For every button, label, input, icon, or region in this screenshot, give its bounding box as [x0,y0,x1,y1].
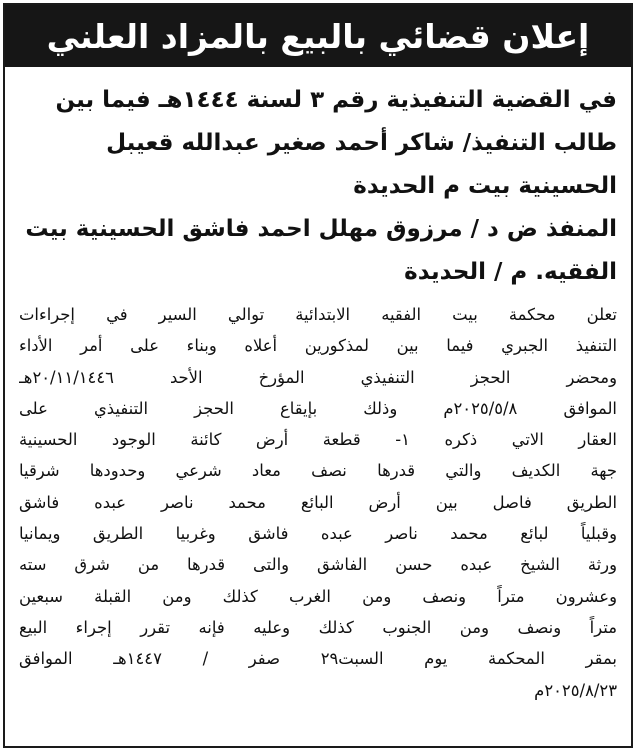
header-line: طالب التنفيذ/ شاكر أحمد صغير عبدالله قعيبل [106,130,617,156]
body-line: الموافق ٢٠٢٥/٥/٨م وذلك بإيقاع الحجز التنفيذي على [19,398,617,418]
body-line: ٢٠٢٥/٨/٢٣م [534,680,617,700]
body-line: الطريق فاصل بين أرض البائع محمد ناصر عبده فاشق [19,492,617,512]
notice-frame [3,3,633,748]
body-line: تعلن محكمة بيت الفقيه الابتدائية توالي السير في إجراءات [19,305,617,324]
body-line: وعشرون متراً ونصف ومن الغرب كذلك ومن القبلة سبعين [19,586,617,606]
header-line: المنفذ ض د / مرزوق مهلل احمد فاشق الحسينية بيت [25,216,617,242]
case-header [19,79,617,294]
notice-body [19,299,617,706]
body-line: متراً ونصف ومن الجنوب كذلك وعليه فإنه تقرر إجراء البيع [19,617,617,637]
body-line: التنفيذ الجبري فيما بين لمذكورين أعلاه وبناء على أمر الأداء [19,336,617,356]
header-line: الحسينية بيت م الحديدة [353,173,617,199]
header-line: في القضية التنفيذية رقم ٣ لسنة ١٤٤٤هـ فيما بين [55,87,617,113]
body-line: ورثة الشيخ عبده حسن الفاشق والتى قدرها من شرق سته [19,555,617,575]
notice-title: إعلان قضائي بالبيع بالمزاد العلني [5,5,631,67]
body-line: وقبلياً لبائع محمد ناصر عبده فاشق وغربيا الطريق ويمانيا [19,524,617,544]
body-line: العقار الاتي ذكره ١- قطعة أرض كائنة الوجود الحسينية [19,430,617,450]
body-line: جهة الكديف والتي قدرها نصف معاد شرعي وحدودها شرقيا [19,461,617,481]
body-line: ومحضر الحجز التنفيذي المؤرخ الأحد ٢٠/١١/١٤٤٦هـ [19,367,617,387]
header-line: الفقيه. م / الحديدة [404,259,617,285]
body-line: بمقر المحكمة يوم السبت٢٩ صفر / ١٤٤٧هـ الموافق [19,649,617,669]
